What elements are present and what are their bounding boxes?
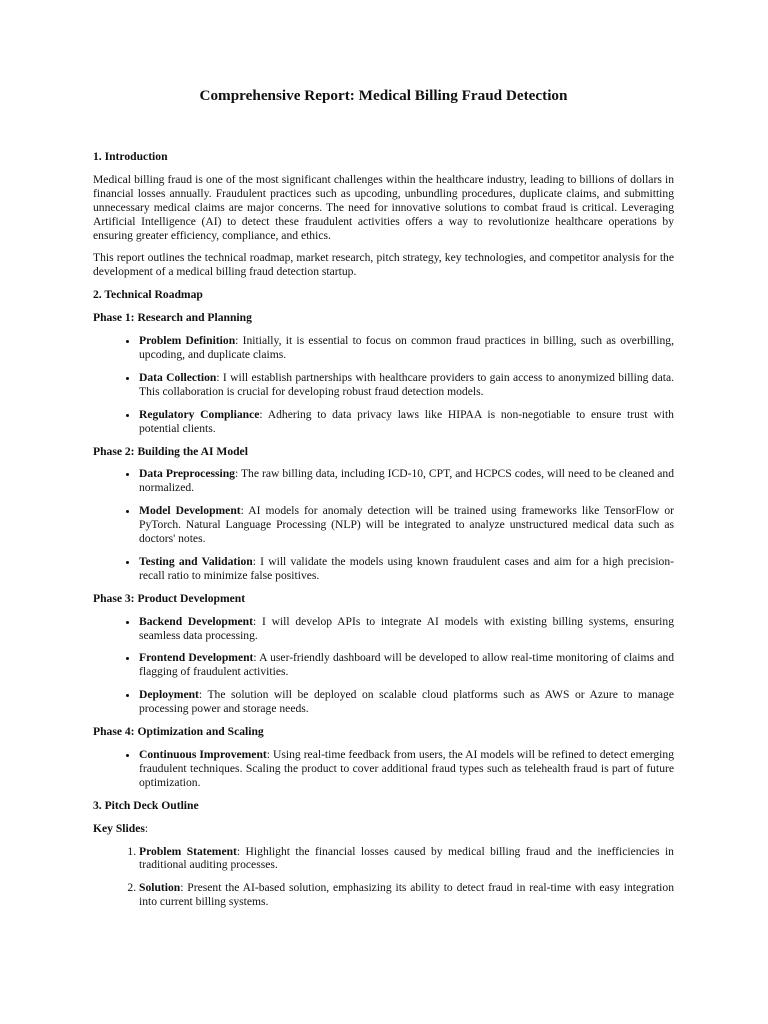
section-heading-introduction: 1. Introduction xyxy=(93,150,168,163)
item-text: : The raw billing data, including ICD-10, CPT, and HCPCS codes, will need to be cleaned and normalized. xyxy=(139,467,674,495)
item-term: Solution xyxy=(139,881,181,895)
item-term: Model Development xyxy=(139,504,241,518)
section-heading-pitch-deck: 3. Pitch Deck Outline xyxy=(93,798,199,812)
item-text: : I will validate the models using known fraudulent cases and aim for a high precision-recall ratio to minimize false positives. xyxy=(139,554,674,582)
list-item xyxy=(139,651,674,679)
list-item xyxy=(139,748,674,790)
intro-paragraph: This report outlines the technical roadmap, market research, pitch strategy, key technologies, and competitor analysis for the development of a medical billing fraud detection startup. xyxy=(93,251,674,279)
item-term: Continuous Improvement xyxy=(139,748,267,761)
item-term: Deployment xyxy=(139,688,199,702)
item-text: : Initially, it is essential to focus on common fraud practices in billing, such as overbilling, upcoding, and duplicate claims. xyxy=(139,334,674,361)
phase-3-list xyxy=(93,615,674,716)
item-term: Problem Definition xyxy=(139,334,236,348)
list-item xyxy=(139,467,674,495)
document-title: Comprehensive Report: Medical Billing Fraud Detection xyxy=(199,87,568,104)
phase-heading: Phase 2: Building the AI Model xyxy=(93,444,248,458)
phase-4-list xyxy=(93,748,674,790)
item-term: Frontend Development xyxy=(139,651,254,665)
item-text: : The solution will be deployed on scalable cloud platforms such as AWS or Azure to manage processing power and storage needs. xyxy=(139,688,674,716)
list-item xyxy=(139,615,674,643)
phase-heading: Phase 1: Research and Planning xyxy=(93,311,252,325)
item-text: : AI models for anomaly detection will be trained using frameworks like TensorFlow or PyTorch. Natural Language Processing (NLP) will be integrated to analyze unstructured medical data such as doctors' notes. xyxy=(139,504,675,546)
key-slides-list xyxy=(93,845,674,910)
key-slides-colon: : xyxy=(144,821,149,835)
list-item xyxy=(139,504,674,546)
list-item xyxy=(139,334,674,362)
item-term: Problem Statement xyxy=(139,844,237,858)
item-text: : Present the AI-based solution, emphasizing its ability to detect fraud in real-time with easy integration into current billing systems. xyxy=(139,881,674,909)
item-text: : I will develop APIs to integrate AI models with existing billing systems, ensuring seamless data processing. xyxy=(139,614,674,642)
key-slides-label xyxy=(93,822,674,836)
item-text: : Highlight the financial losses caused by medical billing fraud and the inefficiencies in traditional auditing processes. xyxy=(139,844,674,872)
list-item xyxy=(139,688,674,716)
section-heading-technical-roadmap: 2. Technical Roadmap xyxy=(93,288,203,302)
phase-heading: Phase 4: Optimization and Scaling xyxy=(93,725,264,739)
intro-paragraph: Medical billing fraud is one of the most significant challenges within the healthcare industry, leading to billions of dollars in financial losses annually. Fraudulent practices such as upcoding, unbundling procedures, duplicate claims, and submitting unnecessary medical claims are major concerns. The need for innovative solutions to combat fraud is critical. Leveraging Artificial Intelligence (AI) to detect these fraudulent activities offers a way to revolutionize healthcare operations by ensuring greater efficiency, compliance, and ethics. xyxy=(93,172,674,242)
item-text: : Adhering to data privacy laws like HIPAA is non-negotiable to ensure trust with potential clients. xyxy=(139,407,674,435)
item-text: : Using real-time feedback from users, the AI models will be refined to detect emerging fraudulent techniques. Scaling the product to cover additional fraud types such as telehealth fraud is part of future optimization. xyxy=(139,748,674,789)
item-term: Testing and Validation xyxy=(139,554,253,568)
item-term: Regulatory Compliance xyxy=(139,407,260,421)
phase-1-list xyxy=(93,334,674,435)
list-item xyxy=(139,881,674,909)
phase-2-list xyxy=(93,467,674,582)
list-item xyxy=(139,408,674,436)
phase-heading: Phase 3: Product Development xyxy=(93,591,246,605)
list-item xyxy=(139,371,674,399)
key-slides-term: Key Slides xyxy=(93,821,145,835)
item-term: Data Preprocessing xyxy=(139,467,235,481)
item-text: : A user-friendly dashboard will be developed to allow real-time monitoring of claims and flagging of fraudulent activities. xyxy=(139,651,674,679)
list-item xyxy=(139,845,674,873)
item-term: Backend Development xyxy=(139,614,253,628)
item-text: : I will establish partnerships with healthcare providers to gain access to anonymized billing data. This collaboration is crucial for developing robust fraud detection models. xyxy=(139,370,674,398)
item-term: Data Collection xyxy=(139,370,217,384)
list-item xyxy=(139,555,674,583)
